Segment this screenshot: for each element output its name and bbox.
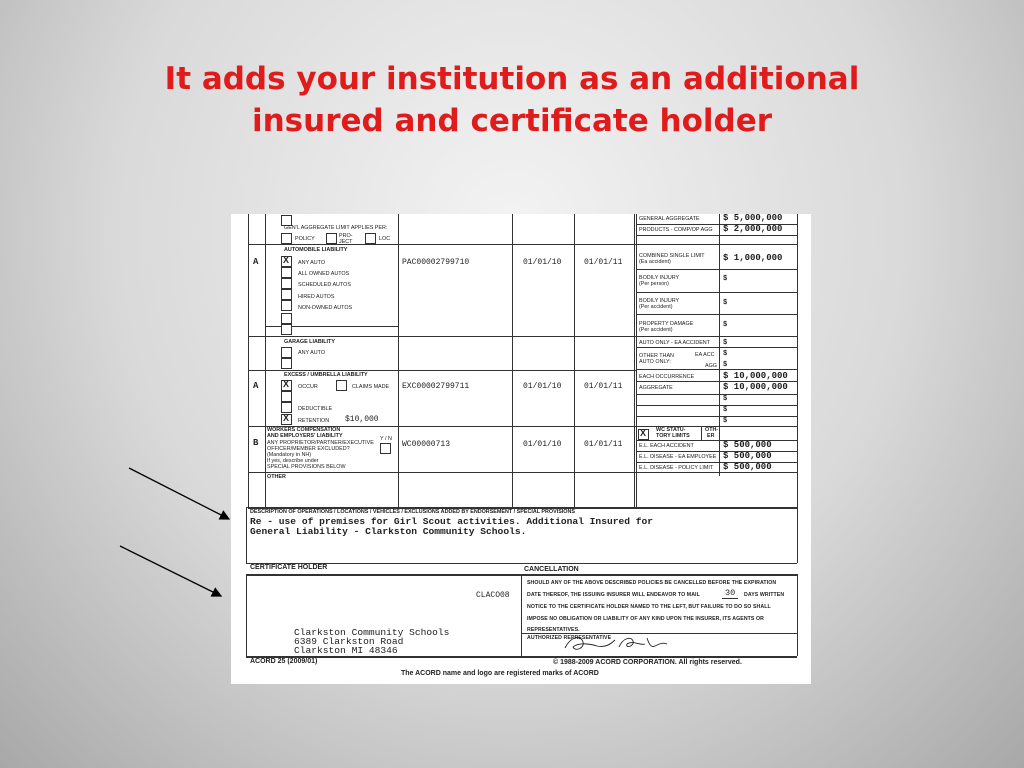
limit-label: E.L. EACH ACCIDENT (639, 443, 694, 449)
limit-amount: $ 1,000,000 (723, 253, 783, 263)
limit-sub: AUTO ONLY: (639, 359, 671, 365)
policy-number: PAC00002799710 (402, 258, 470, 267)
holder-code: CLACO08 (476, 591, 510, 600)
description-line-1: Re - use of premises for Girl Scout activities. Additional Insured for (250, 516, 654, 527)
excess-liability-header: EXCESS / UMBRELLA LIABILITY (284, 372, 368, 378)
limit-amount: $ 500,000 (723, 451, 772, 461)
slide-title-line-1: It adds your institution as an additional (164, 61, 860, 97)
limit-label: EACH OCCURRENCE (639, 374, 695, 380)
limit-label: COMBINED SINGLE LIMIT (639, 253, 705, 259)
cancellation-days: 30 (722, 588, 738, 599)
expiration-date: 01/01/11 (584, 258, 623, 267)
other-label: OTHER (267, 474, 286, 480)
retention-label: RETENTION (298, 418, 330, 424)
limit-amount: $ 10,000,000 (723, 382, 788, 392)
effective-date: 01/01/10 (523, 440, 562, 449)
certificate-holder-header: CERTIFICATE HOLDER (250, 564, 328, 571)
limit-sub: (Per person) (639, 281, 669, 287)
cancellation-header: CANCELLATION (524, 566, 579, 573)
limit-amount: $ (723, 361, 728, 369)
wc-statu-label: WC STATU- (656, 427, 686, 433)
limit-amount: $ (723, 339, 728, 347)
limit-amount: $ 500,000 (723, 462, 772, 472)
retention-amount: $10,000 (345, 415, 379, 424)
aggregate-limit-label: GEN'L AGGREGATE LIMIT APPLIES PER: (284, 225, 388, 231)
cancellation-text: DATE THEREOF, THE ISSUING INSURER WILL ENDEAVOR TO MAIL (527, 592, 700, 598)
garage-option: ANY AUTO (298, 350, 326, 356)
limit-sub: (Ea accident) (639, 259, 671, 265)
limit-label: PROPERTY DAMAGE (639, 321, 694, 327)
limit-amount: $ (723, 395, 728, 403)
copyright: © 1988-2009 ACORD CORPORATION. All rights reserved. (553, 659, 742, 666)
insurer-letter: A (253, 381, 259, 391)
auto-option: HIRED AUTOS (298, 294, 335, 300)
wc-note: OFFICER/MEMBER EXCLUDED? (267, 446, 350, 452)
limit-label: AGGREGATE (639, 385, 673, 391)
form-id: ACORD 25 (2009/01) (250, 658, 318, 665)
wc-note: If yes, describe under (267, 458, 319, 464)
limit-label: E.L. DISEASE - POLICY LIMIT (639, 465, 714, 471)
auto-liability-header: AUTOMOBILE LIABILITY (284, 247, 348, 253)
limit-amount: $ 10,000,000 (723, 371, 788, 381)
tory-limits-label: TORY LIMITS (656, 433, 690, 439)
limit-sub: (Per accident) (639, 327, 673, 333)
certificate-of-insurance-scan (231, 214, 811, 684)
agg-label: AGG (705, 363, 717, 369)
check-mark: X (283, 379, 290, 389)
limit-amount: $ 5,000,000 (723, 214, 783, 223)
auto-option: NON-OWNED AUTOS (298, 305, 353, 311)
cancellation-text: IMPOSE NO OBLIGATION OR LIABILITY OF ANY KIND UPON THE INSURER, ITS AGENTS OR (527, 616, 765, 622)
check-mark: X (283, 255, 290, 265)
workers-comp-header-2: AND EMPLOYERS' LIABILITY (267, 433, 343, 439)
option-loc: LOC (379, 236, 391, 242)
insurer-letter: A (253, 257, 259, 267)
limit-amount: $ (723, 275, 728, 283)
insurer-letter: B (253, 438, 259, 448)
auto-option: ALL OWNED AUTOS (298, 271, 350, 277)
expiration-date: 01/01/11 (584, 440, 623, 449)
option-project: PRO-JECT (339, 233, 353, 245)
wc-note: (Mandatory in NH) (267, 452, 312, 458)
effective-date: 01/01/10 (523, 382, 562, 391)
limit-amount: $ (723, 350, 728, 358)
limit-label: AUTO ONLY - EA ACCIDENT (639, 340, 710, 346)
limit-amount: $ (723, 406, 728, 414)
policy-number: EXC00002799711 (402, 382, 470, 391)
garage-liability-header: GARAGE LIABILITY (284, 339, 335, 345)
limit-amount: $ 2,000,000 (723, 224, 783, 234)
description-line-2: General Liability - Clarkston Community Schools. (250, 526, 527, 537)
limit-amount: $ (723, 321, 728, 329)
cancellation-text: DAYS WRITTEN (744, 592, 785, 598)
limit-amount: $ 500,000 (723, 440, 772, 450)
cancellation-text: REPRESENTATIVES. (527, 627, 580, 633)
limit-label: PRODUCTS - COMP/OP AGG (639, 227, 713, 233)
limit-label: BODILY INJURY (639, 275, 680, 281)
workers-comp-header: WORKERS COMPENSATION (267, 427, 341, 433)
deductible-label: DEDUCTIBLE (298, 406, 333, 412)
effective-date: 01/01/10 (523, 258, 562, 267)
expiration-date: 01/01/11 (584, 382, 623, 391)
limit-label: GENERAL AGGREGATE (639, 216, 700, 222)
limit-label: E.L. DISEASE - EA EMPLOYEE (639, 454, 717, 460)
limit-amount: $ (723, 299, 728, 307)
arrow-to-certificate-holder (120, 546, 221, 596)
description-header: DESCRIPTION OF OPERATIONS / LOCATIONS / VEHICLES / EXCLUSIONS ADDED BY ENDORSEMENT / SPECIAL PROVISIONS (250, 509, 575, 515)
policy-number: WC00000713 (402, 440, 451, 449)
holder-name: Clarkston Community Schools (294, 627, 450, 638)
cancellation-text: SHOULD ANY OF THE ABOVE DESCRIBED POLICIES BE CANCELLED BEFORE THE EXPIRATION (527, 580, 777, 586)
ea-acc-label: EA ACC (695, 352, 715, 358)
yn-label: Y / N (380, 436, 392, 442)
limit-amount: $ (723, 417, 728, 425)
auto-option: SCHEDULED AUTOS (298, 282, 351, 288)
claims-made-label: CLAIMS MADE (352, 384, 390, 390)
limit-label: OTHER THAN (639, 353, 674, 359)
authorized-representative-label: AUTHORIZED REPRESENTATIVE (527, 635, 612, 641)
holder-street: 6389 Clarkston Road (294, 636, 404, 647)
limit-sub: (Per accident) (639, 304, 673, 310)
arrow-to-description (129, 468, 229, 519)
check-mark: X (640, 428, 647, 438)
option-policy: POLICY (295, 236, 315, 242)
check-mark: X (283, 413, 290, 423)
cancellation-text: NOTICE TO THE CERTIFICATE HOLDER NAMED TO THE LEFT, BUT FAILURE TO DO SO SHALL (527, 604, 771, 610)
auto-option: ANY AUTO (298, 260, 326, 266)
er-label: ER (707, 433, 715, 439)
wc-note: SPECIAL PROVISIONS BELOW (267, 464, 346, 470)
limit-label: BODILY INJURY (639, 298, 680, 304)
signature (561, 632, 671, 656)
occur-label: OCCUR (298, 384, 318, 390)
wc-note: ANY PROPRIETOR/PARTNER/EXECUTIVE (267, 440, 374, 446)
oth-label: OTH- (705, 427, 719, 433)
slide-title-line-2: insured and certificate holder (251, 103, 773, 139)
holder-city: Clarkston MI 48346 (294, 645, 398, 656)
trademark-note: The ACORD name and logo are registered marks of ACORD (401, 670, 599, 677)
